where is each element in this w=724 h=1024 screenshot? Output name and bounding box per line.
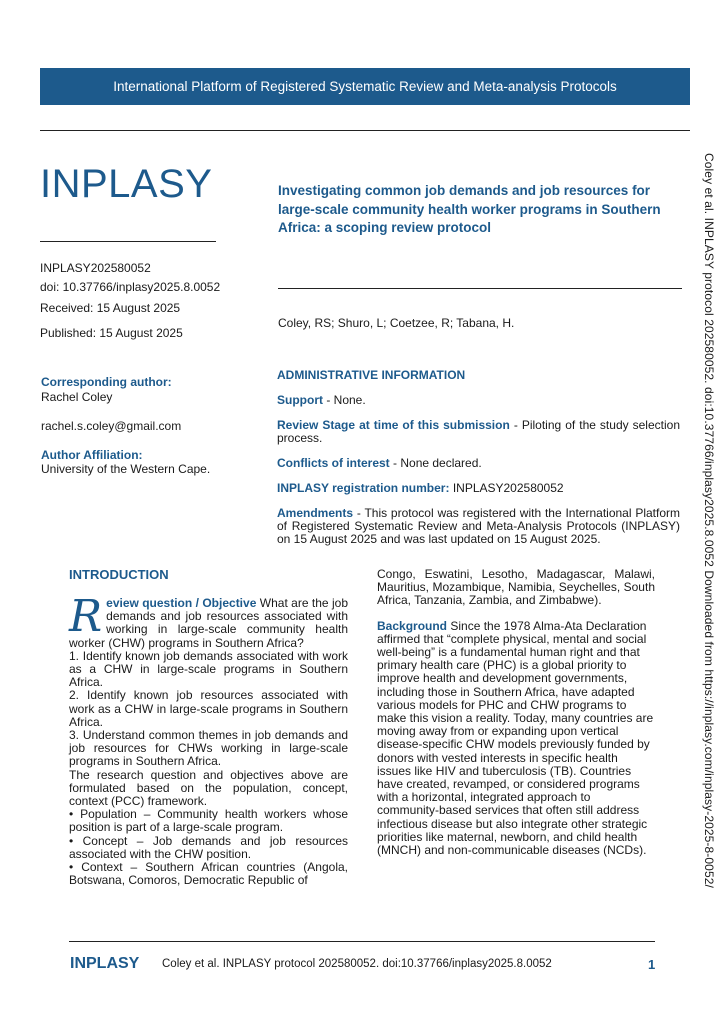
registration-label: INPLASY registration number: (277, 480, 450, 495)
support-value: - None. (323, 393, 366, 407)
intro-item: 1. Identify known job demands associated with work as a CHW in large-scale programs in Southern Africa. (69, 648, 348, 690)
intro-left-column (69, 591, 348, 888)
review-question (69, 591, 348, 650)
intro-item: 3. Understand common themes in job demands and job resources for CHWs working in large-scale programs in Southern Africa. (69, 728, 348, 769)
admin-heading: ADMINISTRATIVE INFORMATION (277, 368, 466, 382)
admin-registration (277, 482, 680, 495)
affiliation: University of the Western Cape. (41, 462, 211, 476)
stage-label: Review Stage at time of this submission (277, 418, 510, 433)
header-rule (40, 130, 690, 131)
admin-stage (277, 419, 680, 445)
admin-info (277, 368, 680, 547)
logo-rule (40, 241, 216, 242)
doi[interactable]: doi: 10.37766/inplasy2025.8.0052 (40, 280, 221, 294)
review-question-text: What are the job demands and job resources associated with working in large-scale community health worker (CHW) programs in Southern Africa? (69, 596, 348, 650)
header-banner (40, 68, 690, 105)
intro-item: • Population – Community health workers whose position is part of a large-scale program. (69, 807, 348, 835)
context-continued: Congo, Eswatini, Lesotho, Madagascar, Malawi, Mauritius, Mozambique, Namibia, Seychelles, South Africa, Tanzania, Zambia, and Zimbabwe). (377, 567, 655, 608)
published-date: Published: 15 August 2025 (40, 326, 183, 340)
side-text: Coley et al. INPLASY protocol 202580052. doi:10.37766/inplasy2025.8.0052 Downloaded from https://inplasy.com/inplasy-2025-8-0052/ (702, 153, 716, 888)
received-date: Received: 15 August 2025 (40, 301, 181, 315)
review-question-label: eview question / Objective (106, 596, 257, 610)
affiliation-label: Author Affiliation: (41, 448, 143, 462)
inplasy-logo: INPLASY (40, 162, 213, 206)
amendments-value: - This protocol was registered with the International Platform of Registered Systematic Review and Meta-Analysis Protocols (INPLASY) on 15 August 2025 and was last updated on 15 August 2025. (277, 506, 680, 547)
corresponding-author-label: Corresponding author: (41, 375, 172, 389)
authors: Coley, RS; Shuro, L; Coetzee, R; Tabana, H. (278, 316, 515, 330)
stage-value: - Piloting of the study selection process. (277, 418, 680, 446)
article-title: Investigating common job demands and job resources for large-scale community health worker programs in Southern Africa: a scoping review protocol (278, 183, 661, 235)
email-link[interactable]: rachel.s.coley@gmail.com (41, 419, 182, 433)
footer-logo: INPLASY (70, 955, 140, 972)
admin-conflicts (277, 457, 680, 470)
intro-item: • Context – Southern African countries (Angola, Botswana, Comoros, Democratic Republic of (69, 860, 348, 888)
registration-value: INPLASY202580052 (449, 480, 564, 495)
conflicts-label: Conflicts of interest (277, 455, 390, 470)
banner-text: International Platform of Registered Systematic Review and Meta-analysis Protocols (113, 79, 617, 94)
background-label: Background (377, 618, 448, 633)
intro-item: The research question and objectives above are formulated based on the population, concept, context (PCC) framework. (69, 767, 348, 809)
footer-citation: Coley et al. INPLASY protocol 202580052. doi:10.37766/inplasy2025.8.0052 (162, 958, 552, 970)
drop-cap: R (69, 591, 103, 642)
introduction-heading: INTRODUCTION (69, 567, 169, 582)
background-paragraph (377, 620, 655, 858)
amendments-label: Amendments (277, 506, 354, 521)
background-text: Since the 1978 Alma-Ata Declaration affirmed that “complete physical, mental and social well-being” is a fundamental human right and that primary health care (PHC) is a global priority to improve health and development governments, including those in Southern Africa, have adapted various models for PHC and CHW programs to make this vision a reality. Today, many countries are moving away from or expanding upon vertical disease-specific CHW models previously funded by donors with vested interests in specific health issues like HIV and tuberculosis (TB). Countries have created, revamped, or considered programs with a horizontal, integrated approach to community-based services that often still address infectious disease but also integrate other strategic priorities like maternal, newborn, and child health (MNCH) and non-communicable diseases (NCDs). (377, 618, 654, 858)
footer-rule (69, 941, 655, 942)
conflicts-value: - None declared. (389, 455, 482, 470)
admin-amendments (277, 507, 680, 547)
corresponding-author-name: Rachel Coley (41, 390, 113, 404)
admin-support (277, 394, 680, 407)
protocol-id: INPLASY202580052 (40, 261, 151, 275)
page-number: 1 (648, 957, 656, 972)
intro-item: 2. Identify known job resources associated with work as a CHW in large-scale programs in Southern Africa. (69, 688, 348, 729)
title-rule (278, 288, 682, 289)
intro-right-column (377, 568, 655, 857)
intro-item: • Concept – Job demands and job resources associated with the CHW position. (69, 833, 348, 861)
support-label: Support (277, 393, 323, 407)
side-download-note (698, 153, 718, 903)
